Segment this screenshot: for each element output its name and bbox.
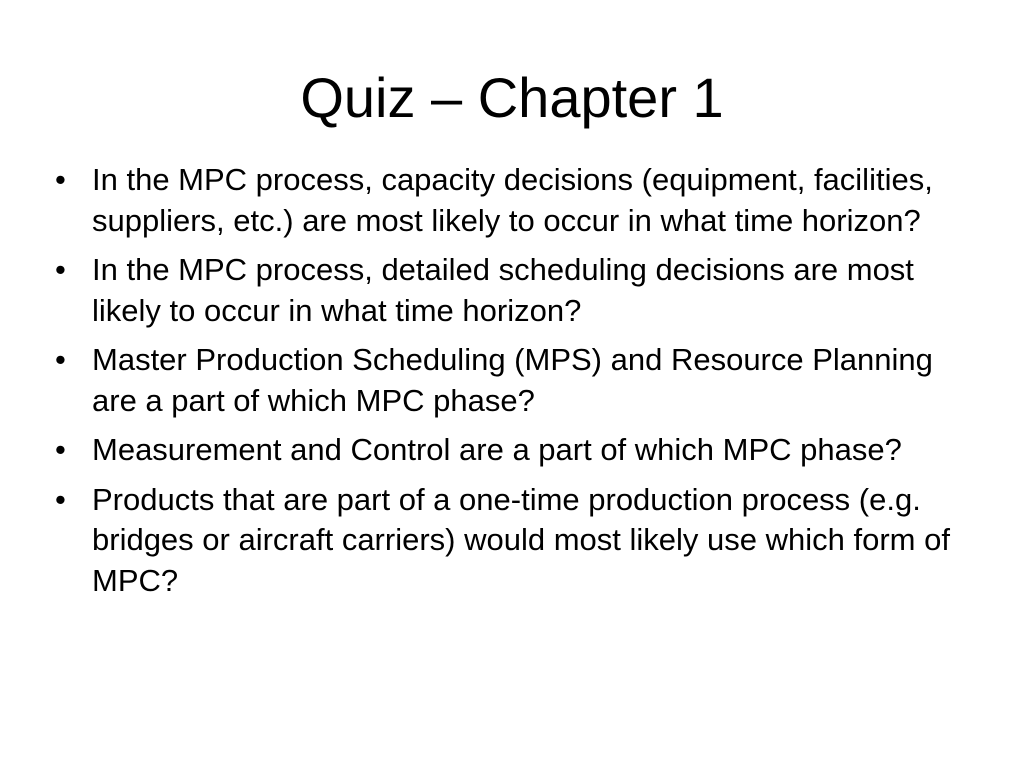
bullet-item-mps-resource-planning: [55, 340, 955, 421]
bullet-text: Master Production Scheduling (MPS) and Resource Planning are a part of which MPC phase?: [92, 342, 933, 418]
bullet-icon: •: [55, 432, 66, 467]
bullet-item-one-time-production: [55, 480, 955, 602]
bullet-icon: •: [55, 342, 66, 377]
bullet-text: In the MPC process, capacity decisions (equipment, facilities, suppliers, etc.) are most likely to occur in what time horizon?: [92, 162, 933, 238]
bullet-text: Measurement and Control are a part of which MPC phase?: [92, 432, 902, 467]
bullet-item-capacity-decisions: [55, 160, 955, 241]
slide-title: Quiz – Chapter 1: [300, 66, 724, 129]
bullet-text: Products that are part of a one-time production process (e.g. bridges or aircraft carriers) would most likely use which form of MPC?: [92, 481, 950, 598]
bullet-icon: •: [55, 252, 66, 287]
bullet-item-measurement-control: [55, 430, 955, 471]
bullet-icon: •: [55, 481, 66, 517]
bullet-item-detailed-scheduling: [55, 250, 955, 331]
bullet-icon: •: [55, 162, 66, 197]
bullet-text: In the MPC process, detailed scheduling decisions are most likely to occur in what time horizon?: [92, 252, 914, 328]
bullet-list: [55, 160, 955, 610]
